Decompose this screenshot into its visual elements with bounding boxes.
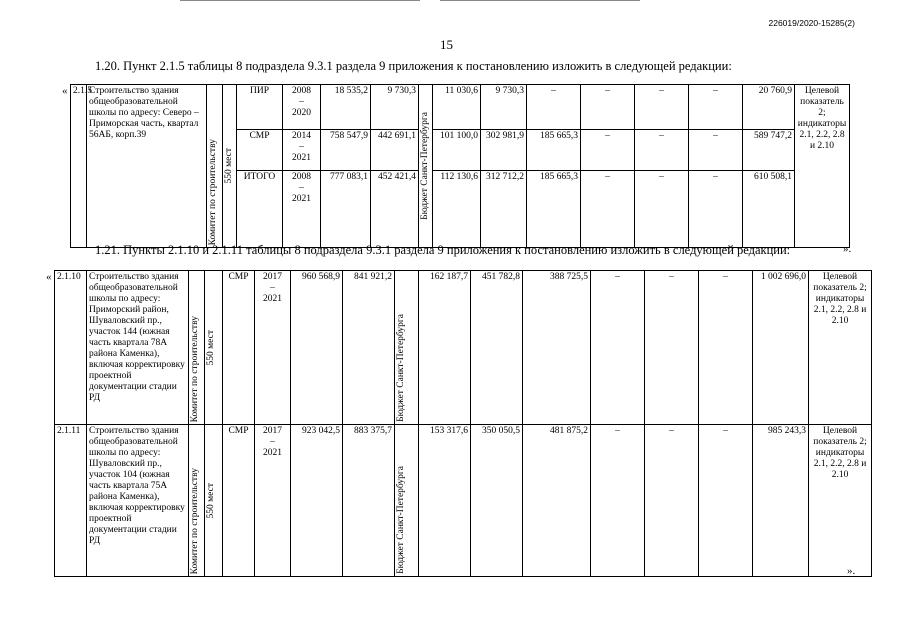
value-cell: –	[699, 271, 753, 425]
value-cell: 841 921,2	[343, 271, 395, 425]
capacity: 550 мест	[206, 329, 216, 366]
years: 2017 – 2021	[255, 425, 291, 577]
executor-cell	[189, 271, 205, 425]
value-cell: –	[699, 425, 753, 577]
value-cell: –	[645, 425, 699, 577]
value-cell: 312 712,2	[481, 170, 527, 247]
total-cell: 985 243,3	[753, 425, 809, 577]
paragraph-1-21: 1.21. Пункты 2.1.10 и 2.1.11 таблицы 8 подраздела 9.3.1 раздела 9 приложения к постановлению изложить в следующей редакции:	[95, 243, 791, 257]
table-2-1-10-11	[54, 270, 872, 577]
top-rule	[440, 0, 640, 1]
row-number: 2.1.5	[71, 85, 87, 248]
budget-source: Бюджет Санкт-Петербурга	[396, 314, 406, 422]
value-cell: –	[645, 271, 699, 425]
budget-source: Бюджет Санкт-Петербурга	[420, 112, 430, 220]
target-indicator: Целевой показатель 2; индикаторы 2.1, 2.2, 2.8 и 2.10	[809, 271, 872, 425]
value-cell: 9 730,3	[371, 85, 419, 130]
total-cell: 589 747,2	[743, 129, 795, 170]
value-cell: 481 875,2	[523, 425, 591, 577]
close-quote: ».	[847, 565, 856, 577]
value-cell: 883 375,7	[343, 425, 395, 577]
value-cell: –	[635, 170, 689, 247]
value-cell: –	[581, 170, 635, 247]
value-cell: –	[689, 170, 743, 247]
row-number: 2.1.10	[55, 271, 87, 425]
work-type: ИТОГО	[237, 170, 283, 247]
value-cell: 101 100,0	[433, 129, 481, 170]
row-number: 2.1.11	[55, 425, 87, 577]
executor: Комитет по строительству	[208, 138, 218, 245]
value-cell: –	[689, 85, 743, 130]
value-cell: 11 030,6	[433, 85, 481, 130]
value-cell: –	[581, 129, 635, 170]
value-cell: 18 535,2	[321, 85, 371, 130]
value-cell: –	[527, 85, 581, 130]
value-cell: 923 042,5	[291, 425, 343, 577]
years: 2014 – 2021	[283, 129, 321, 170]
value-cell: –	[635, 129, 689, 170]
years: 2017 – 2021	[255, 271, 291, 425]
budget-cell	[395, 271, 419, 425]
work-type: СМР	[237, 129, 283, 170]
value-cell: 350 050,5	[471, 425, 523, 577]
value-cell: –	[581, 85, 635, 130]
value-cell: 451 782,8	[471, 271, 523, 425]
value-cell: 777 083,1	[321, 170, 371, 247]
value-cell: 162 187,7	[419, 271, 471, 425]
paragraph-1-20: 1.20. Пункт 2.1.5 таблицы 8 подраздела 9.3.1 раздела 9 приложения к постановлению изложить в следующей редакции:	[95, 59, 732, 73]
value-cell: 9 730,3	[481, 85, 527, 130]
document-number: 226019/2020-15285(2)	[768, 18, 855, 28]
value-cell: 185 665,3	[527, 129, 581, 170]
value-cell: –	[635, 85, 689, 130]
budget-source: Бюджет Санкт-Петербурга	[396, 466, 406, 574]
capacity-cell	[223, 85, 237, 248]
value-cell: 442 691,1	[371, 129, 419, 170]
value-cell: –	[591, 425, 645, 577]
capacity-cell	[205, 425, 223, 577]
executor: Комитет по строительству	[190, 315, 200, 422]
value-cell: 960 568,9	[291, 271, 343, 425]
value-cell: –	[689, 129, 743, 170]
object-name: Строительство здания общеобразовательной школы по адресу: Северо – Приморская часть, квартал 56АБ, корп.39	[87, 85, 207, 248]
budget-cell	[395, 425, 419, 577]
total-cell: 610 508,1	[743, 170, 795, 247]
value-cell: 112 130,6	[433, 170, 481, 247]
total-cell: 20 760,9	[743, 85, 795, 130]
total-cell: 1 002 696,0	[753, 271, 809, 425]
value-cell: –	[591, 271, 645, 425]
page-number: 15	[440, 37, 453, 52]
capacity: 550 мест	[206, 482, 216, 519]
budget-cell	[419, 85, 433, 248]
value-cell: 185 665,3	[527, 170, 581, 247]
top-rule	[180, 0, 420, 1]
capacity: 550 мест	[224, 148, 234, 184]
value-cell: 758 547,9	[321, 129, 371, 170]
work-type: СМР	[223, 425, 255, 577]
executor: Комитет по строительству	[190, 467, 200, 574]
years: 2008 – 2021	[283, 170, 321, 247]
work-type: СМР	[223, 271, 255, 425]
table-2-1-5	[70, 84, 850, 248]
value-cell: 302 981,9	[481, 129, 527, 170]
executor-cell	[189, 425, 205, 577]
table-row	[55, 271, 872, 425]
table-row	[55, 425, 872, 577]
object-name: Строительство здания общеобразовательной школы по адресу: Приморский район, Шуваловский пр., участок 144 (южная часть квартала 78А района Каменка), включая корректировку проектной документации стадии РД	[87, 271, 189, 425]
target-indicator: Целевой показатель 2; индикаторы 2.1, 2.2, 2.8 и 2.10	[795, 85, 850, 248]
executor-cell	[207, 85, 223, 248]
object-name: Строительство здания общеобразовательной школы по адресу: Шуваловский пр., участок 104 (южная часть квартала 75А района Каменка), включая корректировку проектной документации стадии РД	[87, 425, 189, 577]
close-quote: ».	[843, 243, 852, 255]
target-indicator: Целевой показатель 2; индикаторы 2.1, 2.2, 2.8 и 2.10	[809, 425, 872, 577]
value-cell: 452 421,4	[371, 170, 419, 247]
open-quote: «	[62, 85, 68, 97]
years: 2008 – 2020	[283, 85, 321, 130]
capacity-cell	[205, 271, 223, 425]
open-quote: «	[46, 271, 52, 283]
work-type: ПИР	[237, 85, 283, 130]
table-row	[71, 85, 850, 130]
value-cell: 153 317,6	[419, 425, 471, 577]
value-cell: 388 725,5	[523, 271, 591, 425]
